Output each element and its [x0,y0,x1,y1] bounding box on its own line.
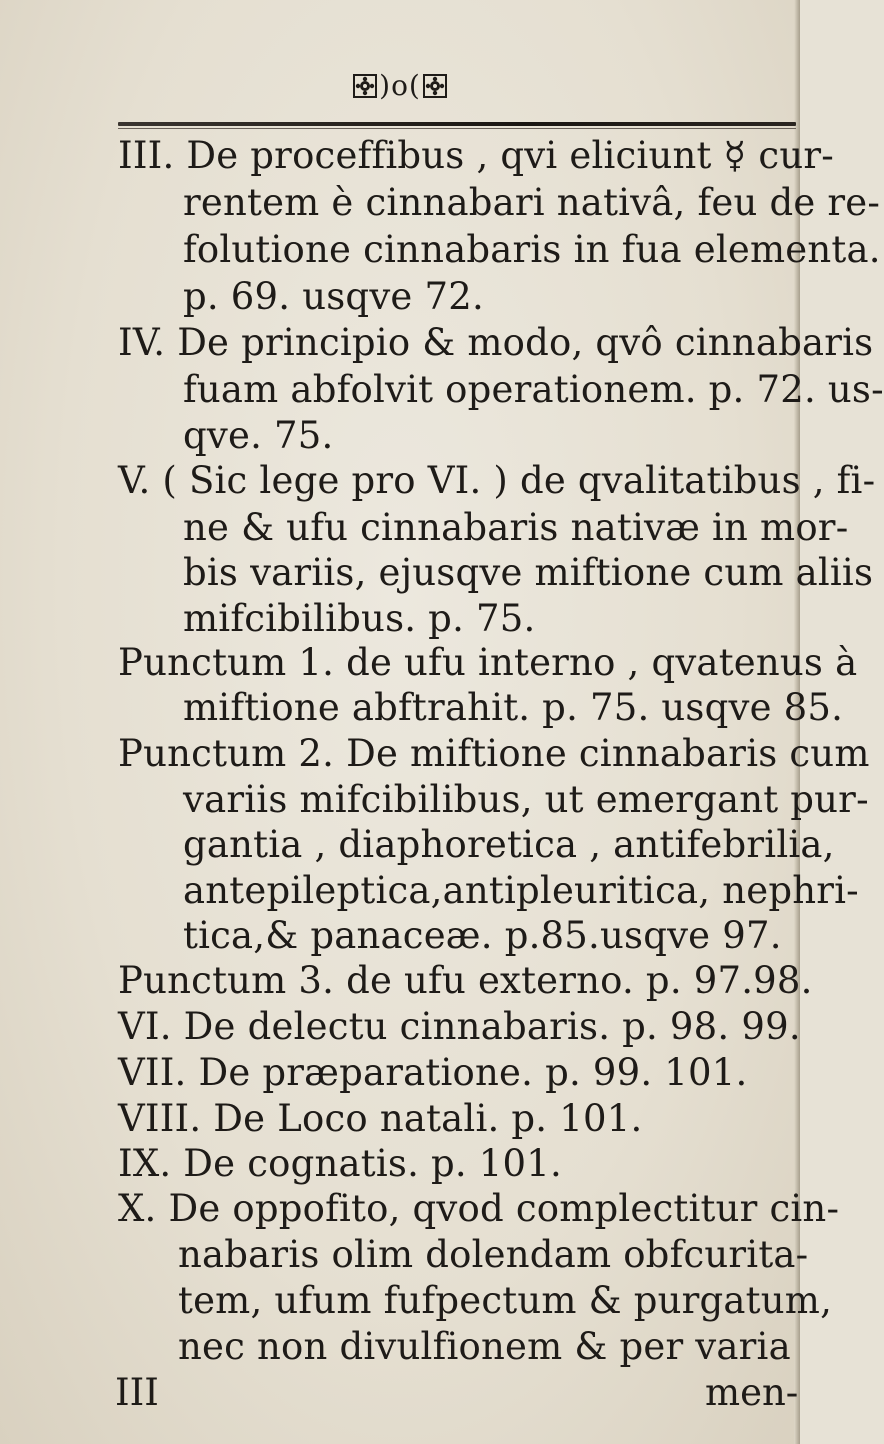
header-rule [118,122,796,126]
text-line: miftione abftrahit. p. 75. usqve 85. [183,686,844,729]
text-line: ne & ufu cinnabaris nativæ in mor- [183,506,849,549]
text-line: rentem è cinnabari nativâ, feu de re- [183,181,881,224]
flower-ornament-icon [353,74,377,98]
text-line: nabaris olim dolendam obfcurita- [178,1233,809,1276]
text-line: qve. 75. [183,414,334,457]
text-line: Punctum 3. de ufu externo. p. 97.98. [118,959,813,1002]
text-line: tica,& panaceæ. p.85.usqve 97. [183,914,782,957]
text-line: V. ( Sic lege pro VI. ) de qvalitatibus , fi- [118,459,876,502]
text-line: X. De oppofito, qvod complectitur cin- [118,1187,840,1230]
text-line: nec non divulfionem & per varia [178,1325,791,1368]
text-line: variis mifcibilibus, ut emergant pur- [183,778,869,821]
text-line: antepileptica,antipleuritica, nephri- [183,869,859,912]
text-line: Punctum 1. de ufu interno , qvatenus à [118,641,858,684]
text-line: VIII. De Loco natali. p. 101. [118,1097,643,1140]
text-line: folutione cinnabaris in fua elementa. [183,228,881,271]
text-line: Punctum 2. De miftione cinnabaris cum [118,732,870,775]
text-line: p. 69. usqve 72. [183,275,484,318]
text-line: VI. De delectu cinnabaris. p. 98. 99. [118,1005,801,1048]
text-line: fuam abfolvit operationem. p. 72. us- [183,368,884,411]
text-line: bis variis, ejusqve miftione cum aliis [183,551,874,594]
text-line: tem, ufum fufpectum & purgatum, [178,1279,833,1322]
text-line: IV. De principio & modo, qvô cinnabaris [118,321,874,364]
header-text: )o( [379,69,421,102]
text-line: IX. De cognatis. p. 101. [118,1142,562,1185]
catchword: men- [705,1371,799,1414]
text-line: gantia , diaphoretica , antifebrilia, [183,823,835,866]
flower-ornament-icon [423,74,447,98]
text-line: VII. De præparatione. p. 99. 101. [118,1051,748,1094]
header-rule-thin [118,128,796,129]
text-line: III. De proceffibus , qvi eliciunt ☿ cur- [118,134,834,177]
text-line: mifcibilibus. p. 75. [183,597,536,640]
signature-mark: III [115,1371,159,1414]
running-header [0,69,800,102]
